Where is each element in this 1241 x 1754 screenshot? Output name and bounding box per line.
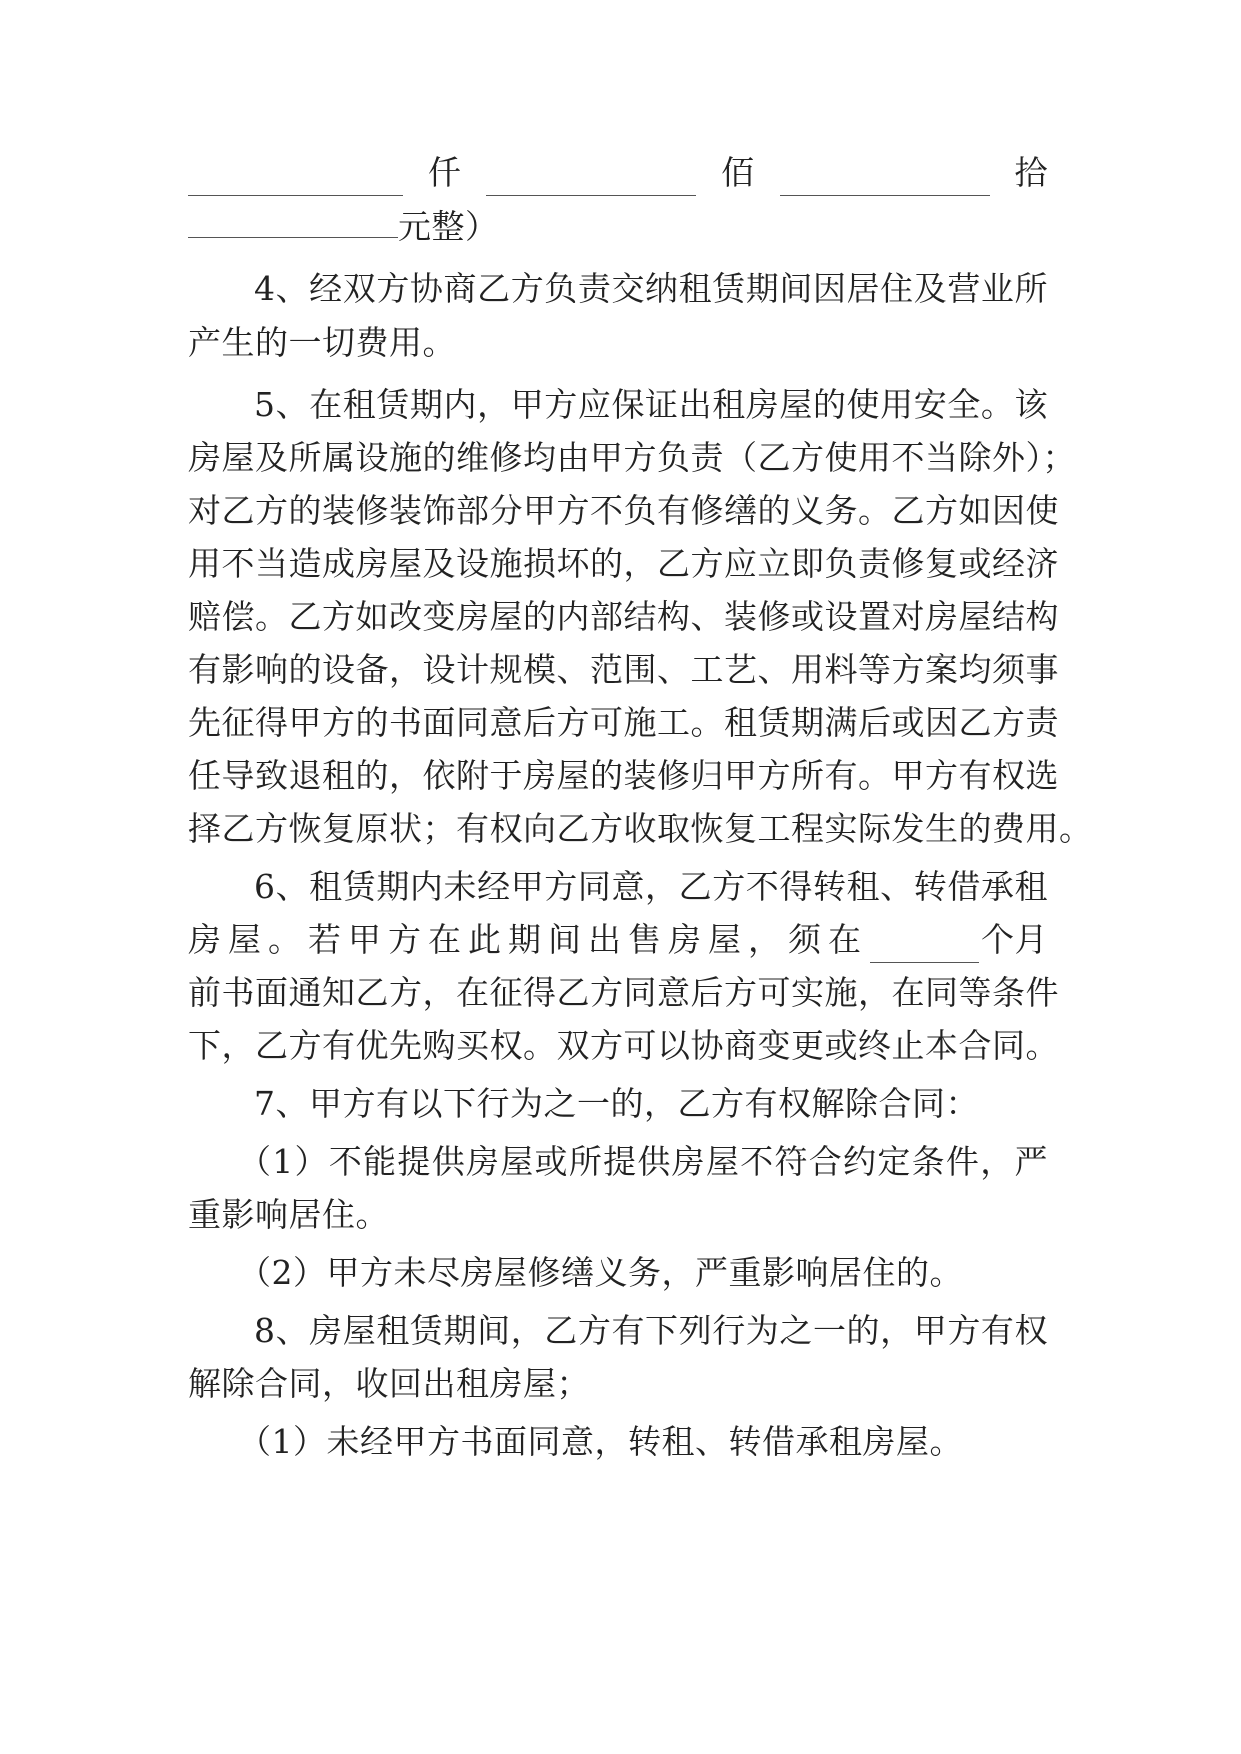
clause-5-line-3: 对乙方的装修装饰部分甲方不负有修缮的义务。乙方如因使 <box>188 491 1059 530</box>
amount-blank-qian[interactable] <box>188 165 403 196</box>
clause-4-line-2: 产生的一切费用。 <box>188 323 456 362</box>
clause-6-line-2 <box>188 917 1048 963</box>
clause-8-line-2: 解除合同，收回出租房屋； <box>188 1364 590 1403</box>
clause-7-item-2: （2）甲方未尽房屋修缮义务，严重影响居住的。 <box>238 1253 963 1292</box>
amount-line-2 <box>188 204 499 250</box>
amount-blank-bai[interactable] <box>486 165 696 196</box>
amount-blank-shi[interactable] <box>780 165 990 196</box>
clause-4-line-1: 4、经双方协商乙方负责交纳租赁期间因居住及营业所 <box>254 269 1048 308</box>
clause-5-line-5: 赔偿。乙方如改变房屋的内部结构、装修或设置对房屋结构 <box>188 597 1059 636</box>
unit-yuan: 元整） <box>398 207 499 246</box>
clause-7-line-1: 7、甲方有以下行为之一的，乙方有权解除合同： <box>254 1084 979 1123</box>
clause-8-item-1: （1）未经甲方书面同意，转租、转借承租房屋。 <box>238 1422 963 1461</box>
clause-8-line-1: 8、房屋租赁期间，乙方有下列行为之一的，甲方有权 <box>254 1311 1048 1350</box>
clause-6-line-2-before: 房屋。若甲方在此期间出售房屋，须在 <box>188 920 868 959</box>
months-notice-blank[interactable] <box>870 932 979 963</box>
clause-5-line-2: 房屋及所属设施的维修均由甲方负责（乙方使用不当除外）； <box>188 438 1076 477</box>
clause-7-item-1-line-2: 重影响居住。 <box>188 1195 389 1234</box>
clause-6-line-4: 下，乙方有优先购买权。双方可以协商变更或终止本合同。 <box>188 1026 1059 1065</box>
clause-6-line-3: 前书面通知乙方，在征得乙方同意后方可实施，在同等条件 <box>188 973 1059 1012</box>
unit-shi: 拾 <box>1014 153 1048 192</box>
unit-bai: 佰 <box>721 153 755 192</box>
clause-5-line-6: 有影响的设备，设计规模、范围、工艺、用料等方案均须事 <box>188 650 1059 689</box>
clause-5-line-7: 先征得甲方的书面同意后方可施工。租赁期满后或因乙方责 <box>188 703 1059 742</box>
clause-5-line-1: 5、在租赁期内，甲方应保证出租房屋的使用安全。该 <box>254 385 1048 424</box>
amount-blank-yuan[interactable] <box>188 207 398 238</box>
amount-line <box>188 150 1048 196</box>
clause-6-line-1: 6、租赁期内未经甲方同意，乙方不得转租、转借承租 <box>254 867 1048 906</box>
clause-5-line-4: 用不当造成房屋及设施损坏的，乙方应立即负责修复或经济 <box>188 544 1059 583</box>
clause-5-line-9: 择乙方恢复原状；有权向乙方收取恢复工程实际发生的费用。 <box>188 809 1093 848</box>
unit-qian: 仟 <box>427 153 462 192</box>
clause-6-line-2-after: 个月 <box>981 920 1048 959</box>
clause-7-item-1-line-1: （1）不能提供房屋或所提供房屋不符合约定条件，严 <box>238 1142 1048 1181</box>
clause-5-line-8: 任导致退租的，依附于房屋的装修归甲方所有。甲方有权选 <box>188 756 1059 795</box>
